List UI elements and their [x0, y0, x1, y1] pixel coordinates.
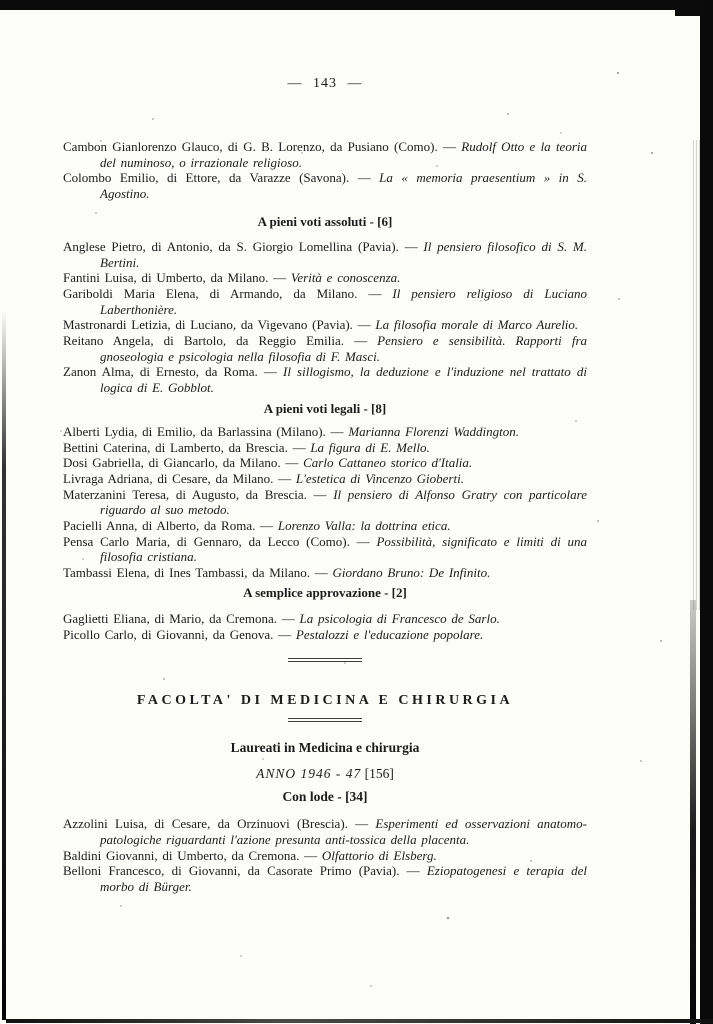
graduate-entry — [63, 565, 587, 581]
book-page-stack-edge — [693, 140, 700, 610]
academic-year-line — [63, 765, 587, 782]
scan-edge-bottom — [6, 1019, 713, 1023]
thesis-title: Eziopatogenesi e terapia del morbo di Bürger. — [100, 863, 587, 895]
scan-edge-right — [700, 0, 713, 1024]
graduate-name: Alberti Lydia, di Emilio, da Barlassina (Milano). — — [63, 423, 349, 439]
thesis-title: L'estetica di Vincenzo Gioberti. — [295, 470, 464, 486]
graduate-name: Colombo Emilio, di Ettore, da Varazze (Savona). — — [63, 170, 380, 186]
graduate-name: Baldini Giovanni, di Umberto, da Cremona. — — [63, 847, 322, 863]
thesis-title: La figura di E. Mello. — [310, 439, 430, 455]
graduate-name: Reitano Angela, di Bartolo, da Reggio Emilia. — — [63, 333, 378, 349]
entries-pieni-voti-legali — [63, 424, 587, 581]
graduate-name: Pensa Carlo Maria, di Gennaro, da Lecco (Como). — — [63, 533, 377, 549]
graduate-name: Belloni Francesco, di Giovanni, da Casorate Primo (Pavia). — — [63, 863, 427, 879]
section-heading-pieni-voti-legali: A pieni voti legali - [8] — [263, 400, 387, 416]
graduate-name: Bettini Caterina, di Lamberto, da Brescia. — — [63, 439, 311, 455]
graduate-entry — [63, 139, 587, 170]
section-heading-semplice-approvazione: A semplice approvazione - [2] — [243, 584, 407, 600]
thesis-title: Giordano Bruno: De Infinito. — [332, 565, 491, 581]
thesis-title: Il pensiero filosofico di S. M. Bertini. — [100, 238, 587, 270]
entries-con-lode — [63, 816, 587, 895]
graduate-name: Azzolini Luisa, di Cesare, da Orzinuovi (Brescia). — — [63, 816, 376, 832]
graduate-name: Mastronardi Letizia, di Luciano, da Vigevano (Pavia). — — [63, 317, 376, 333]
thesis-title: Carlo Cattaneo storico d'Italia. — [303, 455, 473, 471]
section-divider-rule — [288, 658, 362, 662]
page-number: — 143 — — [287, 76, 363, 91]
graduate-entry — [63, 286, 587, 317]
page-body — [63, 0, 587, 895]
graduate-name: Zanon Alma, di Ernesto, da Roma. — — [63, 364, 283, 380]
graduate-entry — [63, 611, 587, 627]
graduate-name: Gariboldi Maria Elena, di Armando, da Milano. — — [63, 285, 393, 301]
graduate-entry — [63, 364, 587, 395]
thesis-title: Rudolf Otto e la teoria del numinoso, o irrazionale religioso. — [100, 139, 587, 170]
graduate-entry — [63, 627, 587, 643]
graduate-entry — [63, 170, 587, 201]
thesis-title: La « memoria praesentium » in S. Agostino. — [100, 170, 587, 202]
thesis-title: Pestalozzi e l'educazione popolare. — [295, 626, 484, 642]
graduate-entry — [63, 424, 587, 440]
faculty-medicine-title: FACOLTA' DI MEDICINA E CHIRURGIA — [136, 693, 514, 709]
graduate-entry — [63, 518, 587, 534]
philosophy-top-entries — [63, 139, 587, 202]
thesis-title: La filosofia morale di Marco Aurelio. — [375, 317, 579, 333]
graduate-entry — [63, 455, 587, 471]
thesis-title: La psicologia di Francesco de Sarlo. — [299, 610, 500, 626]
graduate-name: Pacielli Anna, di Alberto, da Roma. — — [63, 518, 278, 534]
graduate-count: [156] — [364, 766, 394, 782]
graduate-entry — [63, 487, 587, 518]
laureati-medicina-subtitle: Laureati in Medicina e chirurgia — [230, 740, 420, 756]
thesis-title: Il pensiero di Alfonso Gratry con particolare riguardo al suo metodo. — [100, 486, 588, 518]
graduate-name: Materzanini Teresa, di Augusto, da Brescia. — — [63, 486, 334, 502]
graduate-name: Dosi Gabriella, di Giancarlo, da Milano. — — [63, 455, 304, 471]
graduate-name: Picollo Carlo, di Giovanni, da Genova. — — [63, 626, 296, 642]
graduate-entry — [63, 471, 587, 487]
graduate-name: Cambon Gianlorenzo Glauco, di G. B. Lorenzo, da Pusiano (Como). — — [63, 139, 462, 154]
thesis-title: Il pensiero religioso di Luciano Laberthonière. — [100, 285, 587, 317]
book-page-stack-edge-dark — [690, 600, 696, 1024]
section-heading-con-lode: Con lode - [34] — [282, 789, 368, 805]
graduate-entry — [63, 534, 587, 565]
thesis-title: Pensiero e sensibilità. Rapporti fra gnoseologia e psicologia nella filosofia di F. Masci. — [100, 333, 588, 364]
thesis-title: Esperimenti ed osservazioni anatomo-patologiche riguardanti l'azione presunta anti-tossica della placenta. — [100, 816, 587, 847]
thesis-title: Verità e conoscenza. — [290, 270, 401, 286]
graduate-name: Gaglietti Eliana, di Mario, da Cremona. — — [63, 610, 300, 626]
graduate-name: Tambassi Elena, di Ines Tambassi, da Milano. — — [63, 565, 333, 581]
thesis-title: Olfattorio di Elsberg. — [321, 847, 437, 863]
graduate-entry — [63, 333, 587, 364]
faculty-title-rule — [288, 718, 362, 722]
entries-pieni-voti-assoluti — [63, 239, 587, 396]
thesis-title: Marianna Florenzi Waddington. — [348, 423, 519, 439]
graduate-entry — [63, 239, 587, 270]
thesis-title: Il sillogismo, la deduzione e l'induzione nel trattato di logica di E. Gobblot. — [100, 364, 587, 396]
graduate-name: Anglese Pietro, di Antonio, da S. Giorgio Lomellina (Pavia). — — [63, 238, 424, 254]
thesis-title: Lorenzo Valla: la dottrina etica. — [277, 518, 451, 534]
section-heading-pieni-voti-assoluti: A pieni voti assoluti - [6] — [257, 213, 393, 229]
graduate-entry — [63, 848, 587, 864]
paper-speckles — [0, 0, 2, 2]
scan-edge-left — [2, 310, 6, 1020]
graduate-entry — [63, 863, 587, 894]
graduate-name: Fantini Luisa, di Umberto, da Milano. — — [63, 270, 291, 286]
graduate-entry — [63, 816, 587, 847]
academic-year: ANNO 1946 - 47 — [256, 766, 362, 782]
entries-semplice-approvazione — [63, 611, 587, 642]
graduate-entry — [63, 317, 587, 333]
graduate-name: Livraga Adriana, di Cesare, da Milano. — — [63, 470, 296, 486]
graduate-entry — [63, 270, 587, 286]
graduate-entry — [63, 440, 587, 456]
thesis-title: Possibilità, significato e limiti di una filosofia cristiana. — [100, 533, 587, 565]
